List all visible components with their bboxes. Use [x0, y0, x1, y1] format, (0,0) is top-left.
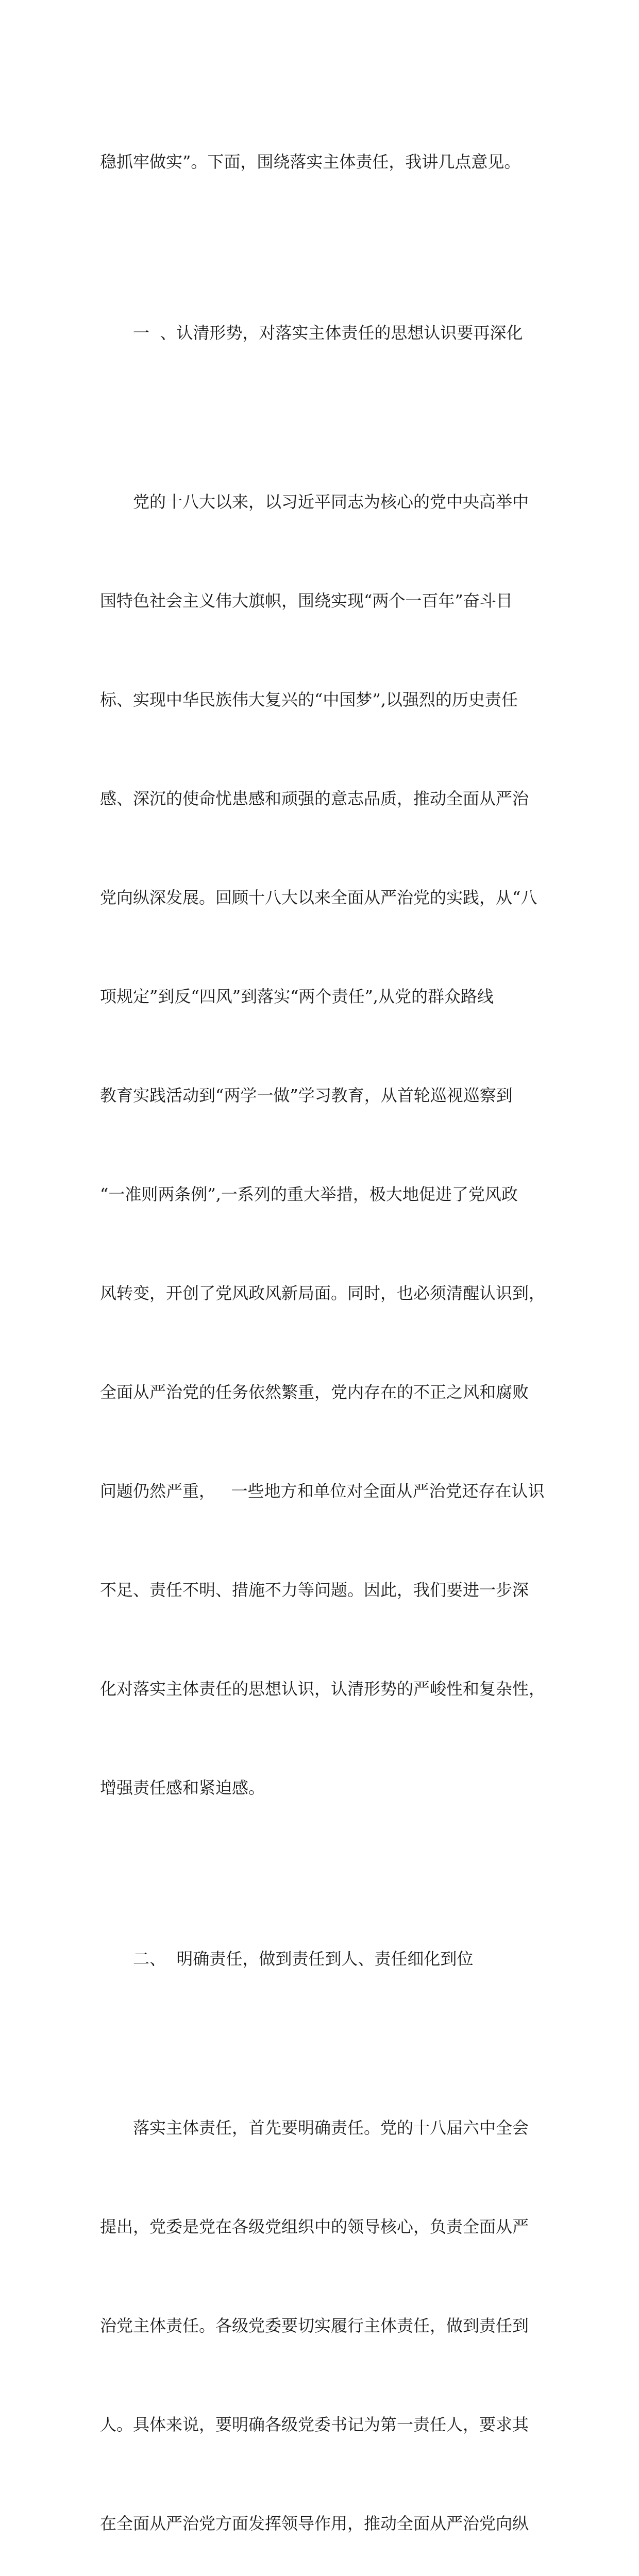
section-heading-1 [100, 250, 543, 415]
heading-text: 二、 明确责任，做到责任到人、责任细化到位 [133, 1949, 474, 1969]
intro-paragraph [100, 79, 543, 244]
text-line: 全面从严治党的任务依然繁重，党内存在的不正之风和腐败 [100, 1382, 529, 1402]
document-body [100, 79, 546, 2576]
section-1-paragraph [100, 419, 546, 1870]
text-line: 增强责任感和紧迫感。 [100, 1778, 265, 1798]
text-line: 不足、责任不明、措施不力等问题。因此，我们要进一步深 [100, 1580, 529, 1600]
text-line: 在全面从严治党方面发挥领导作用，推动全面从严治党向纵 [100, 2514, 529, 2533]
text-line: 国特色社会主义伟大旗帜，围绕实现“两个一百年”奋斗目 [100, 591, 513, 611]
text-line: 治党主体责任。各级党委要切实履行主体责任，做到责任到 [100, 2316, 529, 2335]
text-line: 风转变，开创了党风政风新局面。同时，也必须清醒认识到， [100, 1283, 546, 1303]
text-line: 感、深沉的使命忧患感和顽强的意志品质，推动全面从严治 [100, 789, 529, 808]
text-line: 项规定”到反“四风”到落实“两个责任”,从党的群众路线 [100, 987, 494, 1006]
text-line: “一准则两条例”,一系列的重大举措，极大地促进了党风政 [100, 1184, 518, 1204]
text-line: 党的十八大以来，以习近平同志为核心的党中央高举中 [133, 492, 529, 512]
text-line: 党向纵深发展。回顾十八大以来全面从严治党的实践，从“八 [100, 888, 537, 907]
text-line: 标、实现中华民族伟大复兴的“中国梦”,以强烈的历史责任 [100, 690, 518, 709]
heading-text: 一 、认清形势，对落实主体责任的思想认识要再深化 [133, 323, 523, 343]
section-heading-2 [100, 1876, 543, 2041]
text-line: 化对落实主体责任的思想认识，认清形势的严峻性和复杂性， [100, 1679, 546, 1699]
section-2-paragraph [100, 2045, 543, 2576]
text-line: 人。具体来说，要明确各级党委书记为第一责任人，要求其 [100, 2415, 529, 2434]
text-line: 问题仍然严重， 一些地方和单位对全面从严治党还存在认识 [100, 1481, 545, 1501]
text-line: 稳抓牢做实”。下面，围绕落实主体责任，我讲几点意见。 [100, 152, 521, 172]
text-line: 提出，党委是党在各级党组织中的领导核心，负责全面从严 [100, 2217, 529, 2236]
text-line: 落实主体责任，首先要明确责任。党的十八届六中全会 [133, 2118, 529, 2138]
text-line: 教育实践活动到“两学一做”学习教育，从首轮巡视巡察到 [100, 1086, 513, 1105]
